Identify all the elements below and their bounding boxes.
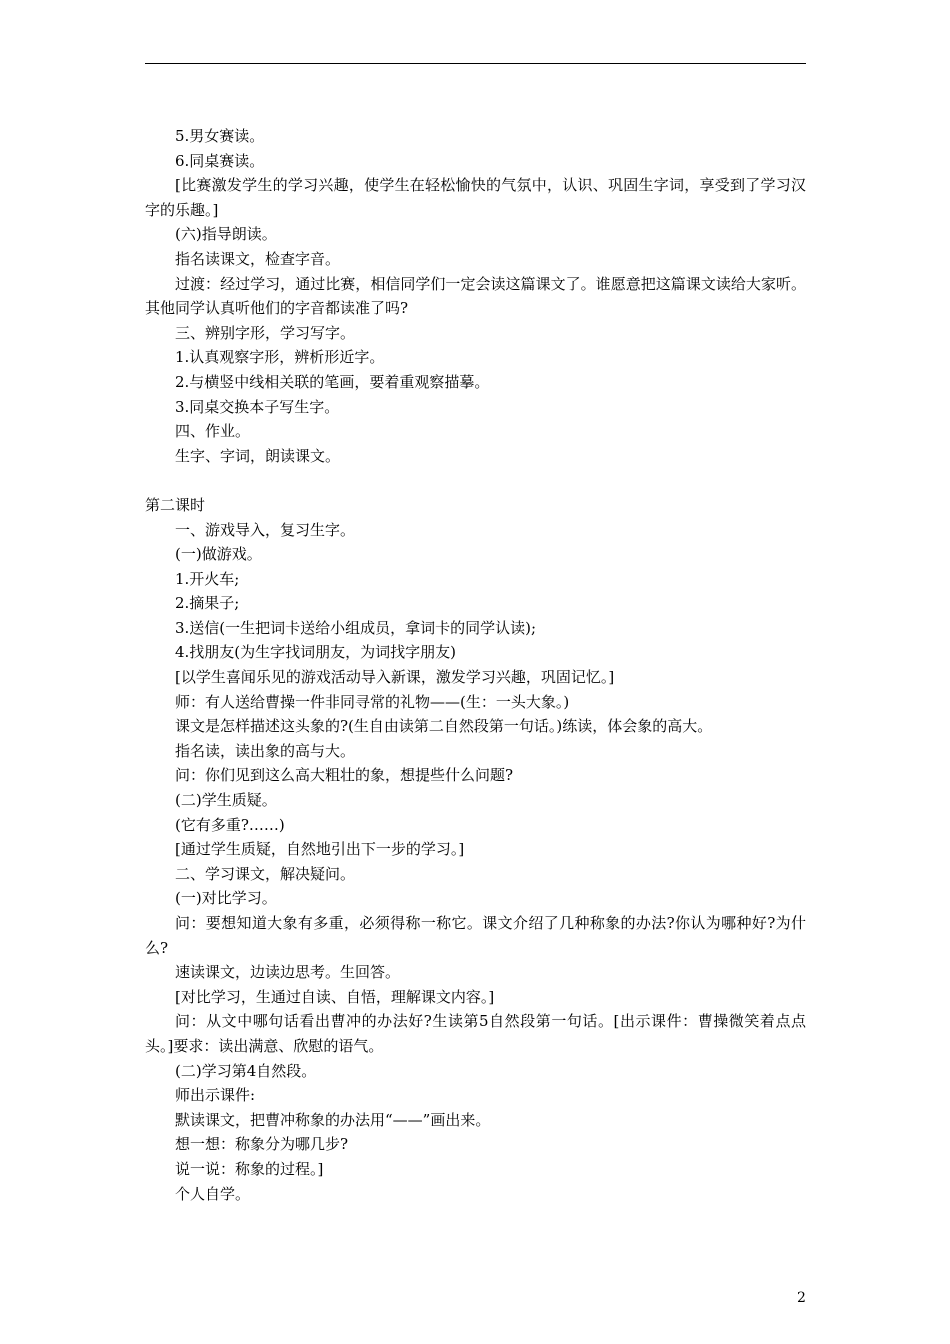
paragraph: [比赛激发学生的学习兴趣，使学生在轻松愉快的气氛中，认识、巩固生字词，享受到了学习汉字的乐趣。] bbox=[145, 176, 806, 219]
paragraph: (一)做游戏。 bbox=[175, 545, 262, 564]
paragraph: 指名读课文，检查字音。 bbox=[175, 249, 341, 268]
paragraph: 4.找朋友(为生字找词朋友，为词找字朋友) bbox=[175, 643, 457, 662]
section-title: 第二课时 bbox=[145, 495, 206, 514]
paragraph: (二)学生质疑。 bbox=[175, 791, 277, 810]
paragraph: 2.摘果子; bbox=[175, 594, 240, 613]
paragraph: (六)指导朗读。 bbox=[175, 225, 277, 244]
paragraph: 1.认真观察字形，辨析形近字。 bbox=[175, 348, 385, 367]
paragraph: 问：你们见到这么高大粗壮的象，想提些什么问题? bbox=[175, 766, 514, 785]
paragraph: 二、学习课文，解决疑问。 bbox=[175, 864, 356, 883]
paragraph: 3.送信(一生把词卡送给小组成员，拿词卡的同学认读); bbox=[175, 618, 537, 637]
paragraph: 师：有人送给曹操一件非同寻常的礼物——(生：一头大象。) bbox=[175, 692, 570, 711]
paragraph: 5.男女赛读。 bbox=[175, 127, 265, 145]
paragraph: 问：从文中哪句话看出曹冲的办法好?生读第5自然段第一句话。[出示课件：曹操微笑着点点头。]要求：读出满意、欣慰的语气。 bbox=[145, 1012, 806, 1055]
paragraph: 说一说：称象的过程。] bbox=[175, 1159, 324, 1178]
paragraph: 想一想：称象分为哪几步? bbox=[175, 1135, 349, 1154]
paragraph: 课文是怎样描述这头象的?(生自由读第二自然段第一句话。)练读，体会象的高大。 bbox=[175, 717, 713, 736]
blank-line bbox=[145, 468, 806, 493]
header-rule bbox=[145, 63, 806, 64]
paragraph: 四、作业。 bbox=[175, 422, 251, 441]
paragraph: 三、辨别字形，学习写字。 bbox=[175, 323, 356, 342]
paragraph: 个人自学。 bbox=[175, 1184, 251, 1203]
paragraph: [对比学习，生通过自读、自悟，理解课文内容。] bbox=[175, 987, 495, 1006]
page-number: 2 bbox=[797, 1290, 806, 1306]
paragraph: 速读课文，边读边思考。生回答。 bbox=[175, 963, 401, 982]
paragraph: (一)对比学习。 bbox=[175, 889, 277, 908]
paragraph: 师出示课件: bbox=[175, 1086, 256, 1105]
paragraph: (二)学习第4自然段。 bbox=[175, 1061, 317, 1080]
paragraph: 过渡：经过学习，通过比赛，相信同学们一定会读这篇课文了。谁愿意把这篇课文读给大家听。其他同学认真听他们的字音都读准了吗? bbox=[145, 274, 806, 318]
paragraph: 6.同桌赛读。 bbox=[175, 151, 265, 170]
paragraph: 指名读，读出象的高与大。 bbox=[175, 741, 356, 760]
paragraph: 1.开火车; bbox=[175, 569, 240, 588]
page-body bbox=[145, 124, 806, 1206]
paragraph: [通过学生质疑，自然地引出下一步的学习。] bbox=[175, 840, 465, 859]
paragraph: 3.同桌交换本子写生字。 bbox=[175, 397, 340, 416]
paragraph: 默读课文，把曹冲称象的办法用“——”画出来。 bbox=[175, 1110, 491, 1129]
paragraph: 2.与横竖中线相关联的笔画，要着重观察描摹。 bbox=[175, 372, 490, 391]
paragraph: 生字、字词，朗读课文。 bbox=[175, 446, 341, 465]
paragraph: 问：要想知道大象有多重，必须得称一称它。课文介绍了几种称象的办法?你认为哪种好?为什么? bbox=[145, 914, 806, 957]
paragraph: (它有多重?……) bbox=[175, 815, 285, 834]
paragraph: [以学生喜闻乐见的游戏活动导入新课，激发学习兴趣，巩固记忆。] bbox=[175, 668, 615, 687]
paragraph: 一、游戏导入，复习生字。 bbox=[175, 520, 356, 539]
